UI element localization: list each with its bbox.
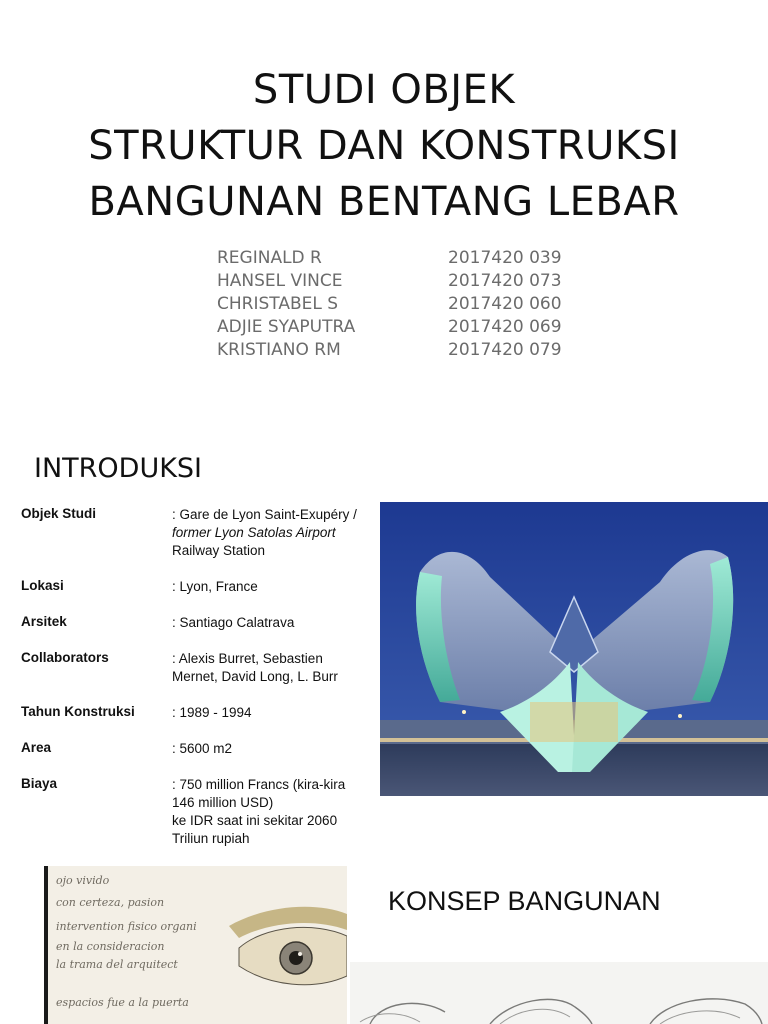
station-photo bbox=[380, 502, 768, 796]
info-value-line: : Santiago Calatrava bbox=[172, 615, 295, 630]
info-value-line: : Lyon, France bbox=[172, 579, 258, 594]
info-label: Tahun Konstruksi bbox=[21, 704, 135, 719]
title-line-1: STUDI OBJEK bbox=[252, 67, 516, 113]
sketch-illustration bbox=[44, 866, 347, 1024]
info-value bbox=[172, 614, 372, 632]
info-value bbox=[172, 578, 372, 596]
member-id: 2017420 039 bbox=[448, 248, 562, 268]
info-value-line: Mernet, David Long, L. Burr bbox=[172, 669, 338, 684]
info-value-line: : Gare de Lyon Saint-Exupéry / bbox=[172, 507, 357, 522]
page-title bbox=[0, 62, 768, 230]
info-value-line: 146 million USD) bbox=[172, 795, 274, 810]
info-value bbox=[172, 776, 372, 848]
member-id: 2017420 073 bbox=[448, 271, 562, 291]
member-name: ADJIE SYAPUTRA bbox=[217, 317, 356, 337]
info-value-line: : 750 million Francs (kira-kira bbox=[172, 777, 346, 792]
info-value-line: Railway Station bbox=[172, 543, 266, 558]
intro-heading: INTRODUKSI bbox=[34, 453, 203, 484]
sketch-drawing bbox=[350, 962, 768, 1024]
info-label: Area bbox=[21, 740, 52, 755]
member-name: REGINALD R bbox=[217, 248, 322, 268]
member-id: 2017420 060 bbox=[448, 294, 562, 314]
info-value-line: : 5600 m2 bbox=[172, 741, 233, 756]
member-row bbox=[217, 316, 577, 339]
member-name: KRISTIANO RM bbox=[217, 340, 341, 360]
konsep-heading: KONSEP BANGUNAN bbox=[388, 886, 661, 916]
info-value-line: : Alexis Burret, Sebastien bbox=[172, 651, 323, 666]
info-value-line: ke IDR saat ini sekitar 2060 bbox=[172, 813, 338, 828]
member-id: 2017420 079 bbox=[448, 340, 562, 360]
member-name: HANSEL VINCE bbox=[217, 271, 343, 291]
member-row bbox=[217, 270, 577, 293]
station-illustration bbox=[380, 502, 768, 796]
info-label: Collaborators bbox=[21, 650, 109, 665]
concept-sketch-notes bbox=[44, 866, 347, 1024]
sketch-note: espacios fue a la puerta bbox=[56, 996, 189, 1009]
info-value-line: Triliun rupiah bbox=[172, 831, 250, 846]
sketch-note: con certeza, pasion bbox=[56, 896, 165, 909]
info-value bbox=[172, 704, 372, 722]
title-line-2: STRUKTUR DAN KONSTRUKSI bbox=[88, 123, 680, 169]
info-value bbox=[172, 740, 372, 758]
info-value-line: : 1989 - 1994 bbox=[172, 705, 252, 720]
info-value bbox=[172, 506, 372, 560]
info-label: Lokasi bbox=[21, 578, 64, 593]
member-row bbox=[217, 247, 577, 270]
member-row bbox=[217, 339, 577, 362]
info-label: Objek Studi bbox=[21, 506, 97, 521]
info-label: Biaya bbox=[21, 776, 58, 791]
concept-sketch-drawing bbox=[350, 962, 768, 1024]
sketch-note: en la consideracion bbox=[56, 940, 165, 953]
info-label: Arsitek bbox=[21, 614, 67, 629]
info-value-line: former Lyon Satolas Airport bbox=[172, 525, 336, 540]
member-row bbox=[217, 293, 577, 316]
member-name: CHRISTABEL S bbox=[217, 294, 339, 314]
member-list bbox=[217, 247, 577, 362]
title-line-3: BANGUNAN BENTANG LEBAR bbox=[88, 179, 680, 225]
member-id: 2017420 069 bbox=[448, 317, 562, 337]
sketch-note: intervention fisico organi bbox=[56, 920, 197, 933]
sketch-note: ojo vivido bbox=[56, 874, 110, 887]
sketch-note: la trama del arquitect bbox=[56, 958, 178, 971]
info-value bbox=[172, 650, 372, 686]
